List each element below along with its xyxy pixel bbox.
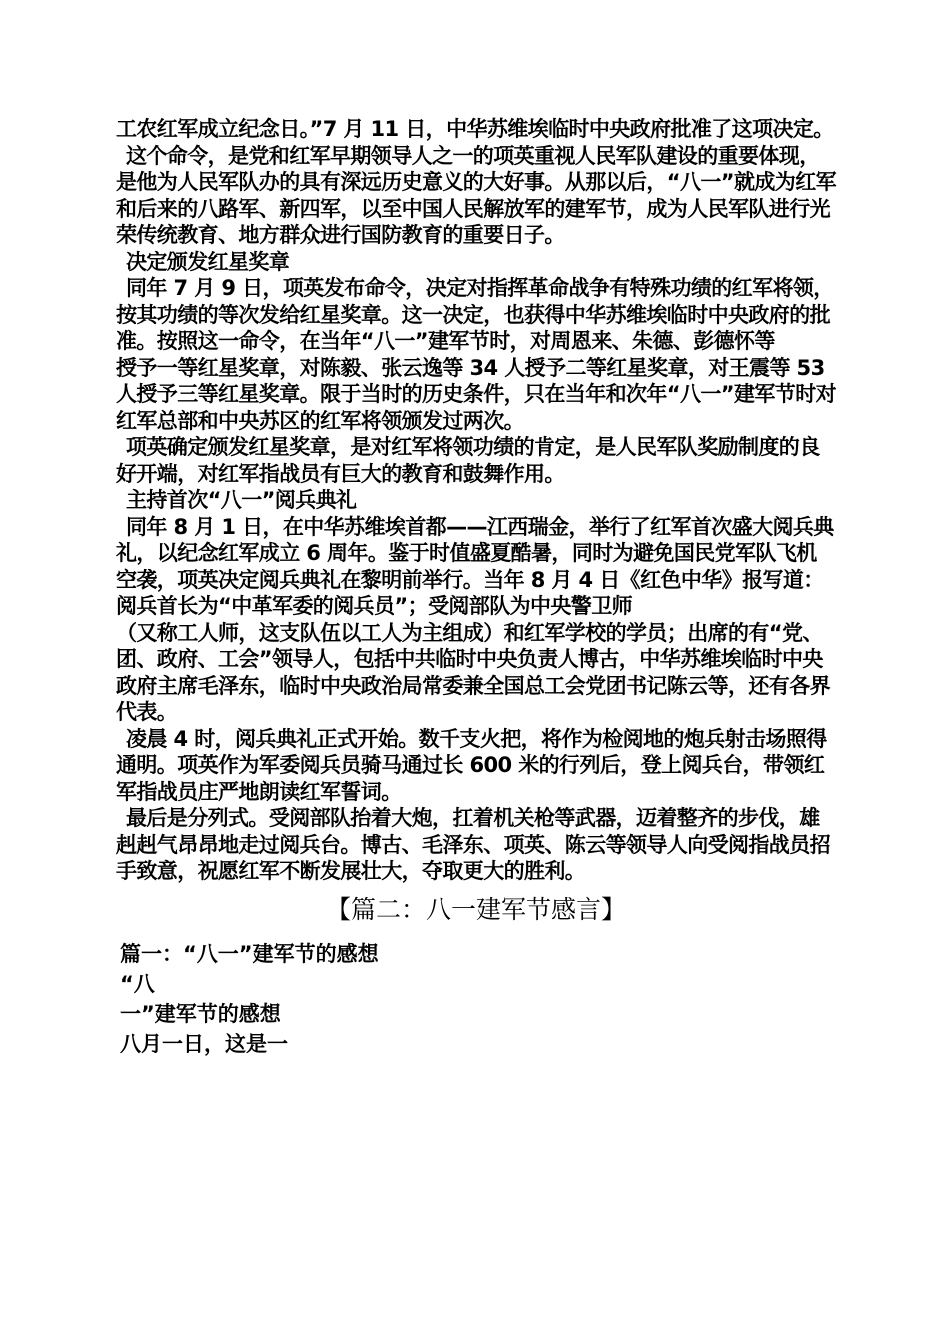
- sub-line-2: “八: [120, 971, 155, 996]
- paragraph-9: 最后是分列式。受阅部队抬着大炮，扛着机关枪等武器，迈着整齐的步伐，雄赳赳气昂昂地走过阅兵台。博古、毛泽东、项英、陈云等领导人向受阅指战员招手致意，祝愿红军不断发展壮大，夺取更大的胜利。: [116, 806, 830, 883]
- sub-line-3: 一”建军节的感想: [120, 1001, 281, 1026]
- paragraph-6: 同年 8 月 1 日，在中华苏维埃首都——江西瑞金，举行了红军首次盛大阅兵典礼，以纪念红军成立 6 周年。鉴于时值盛夏酷暑，同时为避免国民党军队飞机空袭，项英决定阅兵典礼在黎明前举行。当年 8 月 4 日《红色中华》报写道：阅兵首长为“中革军委的阅兵员”；受阅部队为中央警卫师: [116, 514, 834, 618]
- paragraph-8: 凌晨 4 时，阅兵典礼正式开始。数千支火把，将作为检阅地的炮兵射击场照得通明。项英作为军委阅兵员骑马通过长 600 米的行列后，登上阅兵台，带领红军指战员庄严地朗读红军誓词。: [116, 726, 827, 804]
- heading-red-star-medal: 决定颁发红星奖章: [126, 249, 290, 274]
- paragraph-4: 授予一等红星奖章，对陈毅、张云逸等 34 人授予二等红星奖章，对王震等 53 人授予三等红星奖章。限于当时的历史条件，只在当年和次年“八一”建军节时对红军总部和中央苏区的红军将领颁发过两次。: [116, 355, 837, 433]
- heading-first-parade: 主持首次“八一”阅兵典礼: [126, 488, 357, 512]
- paragraph-7: （又称工人师，这支队伍以工人为主组成）和红军学校的学员；出席的有“党、团、政府、工会”领导人，包括中共临时中央负责人博古，中华苏维埃临时中央政府主席毛泽东，临时中央政治局常委兼全国总工会党团书记陈云等，还有各界代表。: [116, 620, 830, 724]
- sub-line-1: 篇一：“八一”建军节的感想: [120, 941, 379, 966]
- section-title: 【篇二：八一建军节感言】: [325, 894, 626, 924]
- paragraph-3: 同年 7 月 9 日，项英发布命令，决定对指挥革命战争有特殊功绩的红军将领，按其功绩的等次发给红星奖章。这一决定，也获得中华苏维埃临时中央政府的批准。按照这一命令，在当年“八一”建军节时，对周恩来、朱德、彭德怀等: [116, 276, 834, 353]
- paragraph-2: 这个命令，是党和红军早期领导人之一的项英重视人民军队建设的重要体现，是他为人民军队办的具有深远历史意义的大好事。从那以后，“八一”就成为红军和后来的八路军、新四军，以至中国人民解放军的建军节，成为人民军队进行光荣传统教育、地方群众进行国防教育的重要日子。: [116, 143, 837, 247]
- paragraph-5: 项英确定颁发红星奖章，是对红军将领功绩的肯定，是人民军队奖励制度的良好开端，对红军指战员有巨大的教育和鼓舞作用。: [116, 435, 820, 486]
- paragraph-1: 工农红军成立纪念日。”7 月 11 日，中华苏维埃临时中央政府批准了这项决定。: [116, 117, 834, 141]
- document-page: [116, 116, 836, 1059]
- sub-line-4: 八月一日，这是一: [120, 1031, 288, 1056]
